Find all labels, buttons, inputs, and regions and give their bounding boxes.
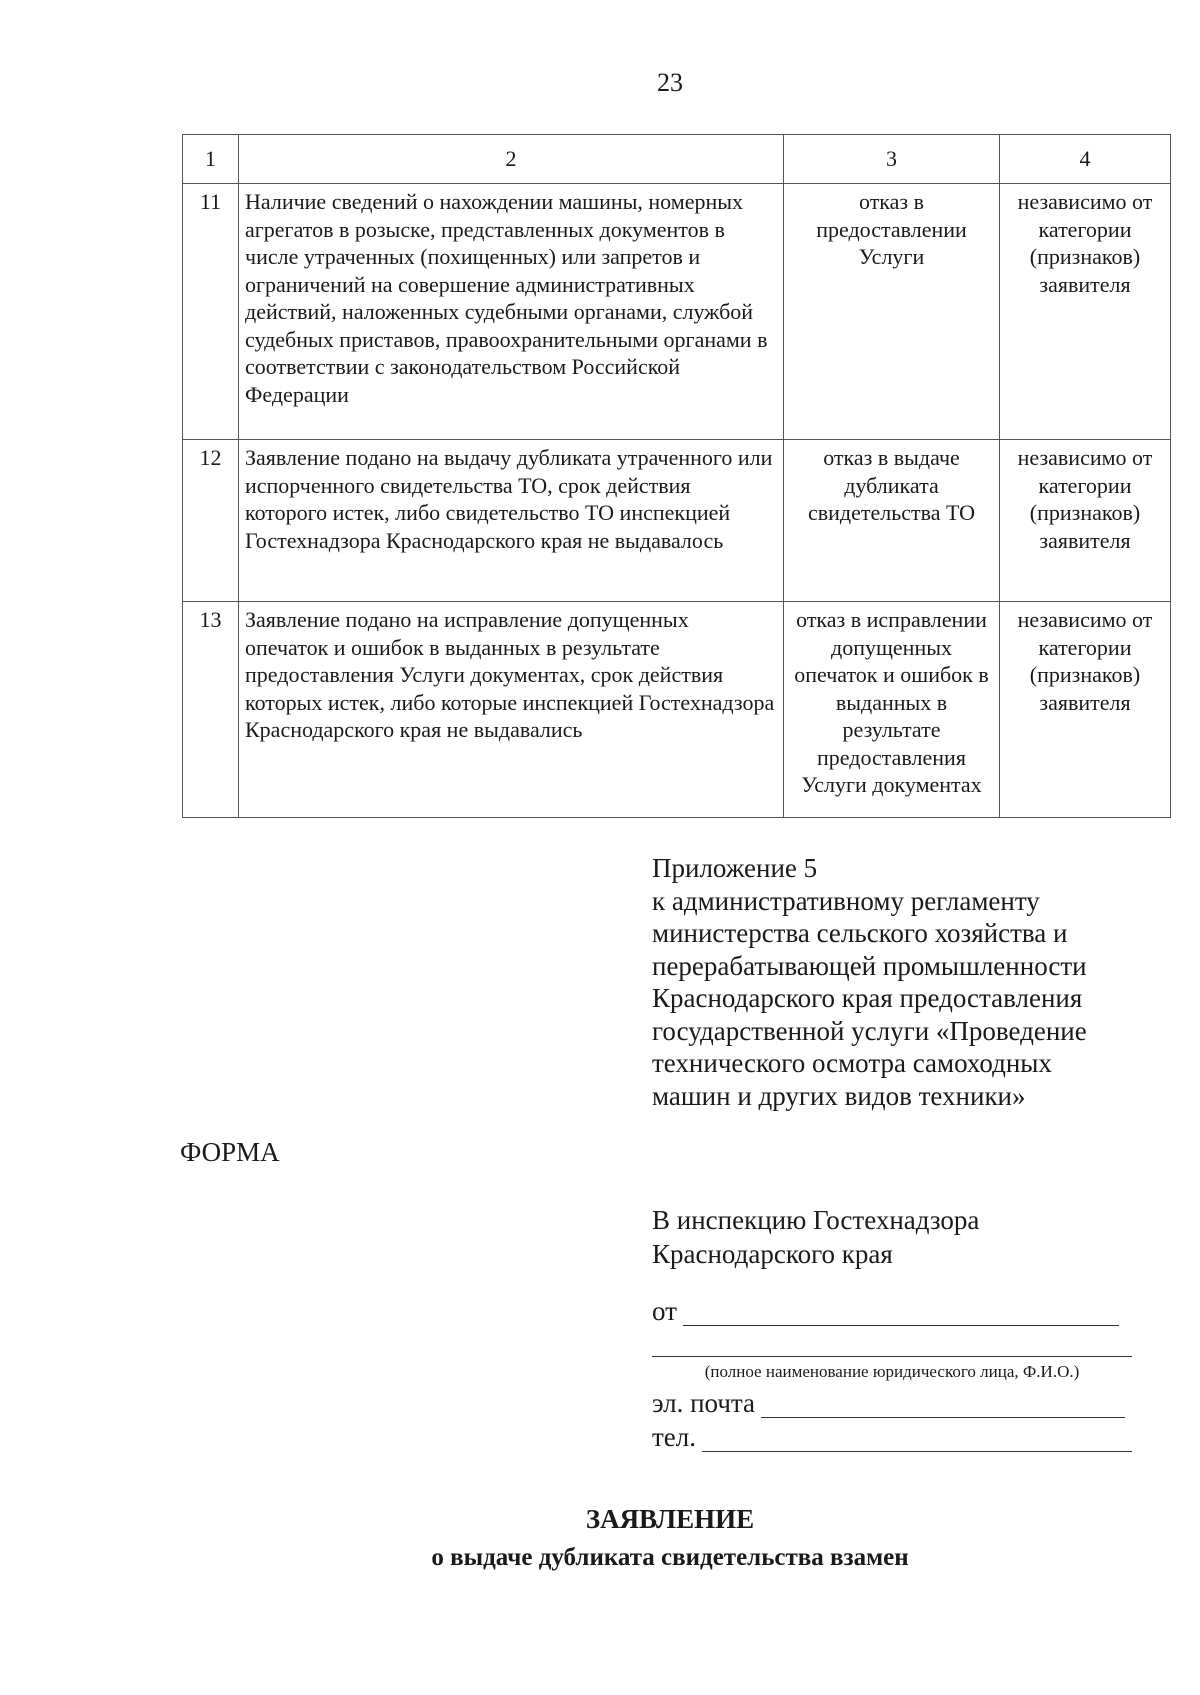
row-description: Наличие сведений о нахождении машины, номерных агрегатов в розыске, представленных документов в числе утраченных (похищенных) или запретов и ограничений на совершение административных действий, наложенных судебными органами, службой судебных приставов, правоохранительными органами в соответствии с законодательством Российской Федерации xyxy=(239,184,784,440)
from-field[interactable] xyxy=(652,1296,1119,1326)
row-description: Заявление подано на выдачу дубликата утраченного или испорченного свидетельства ТО, срок действия которого истек, либо свидетельство ТО инспекцией Гостехнадзора Краснодарского края не выдавалось xyxy=(239,440,784,602)
column-header: 3 xyxy=(784,135,1000,184)
table-row xyxy=(183,440,1171,602)
column-header: 1 xyxy=(183,135,239,184)
row-description: Заявление подано на исправление допущенных опечаток и ошибок в выданных в результате предоставления Услуги документах, срок действия которых истек, либо которые инспекцией Гостехнадзора Краснодарского края не выдавались xyxy=(239,602,784,818)
page-number: 23 xyxy=(657,68,683,97)
table-header-row xyxy=(183,135,1171,184)
row-number: 13 xyxy=(183,602,239,818)
recipient-block xyxy=(652,1203,979,1271)
recipient-line: Краснодарского края xyxy=(652,1239,893,1269)
table-row xyxy=(183,602,1171,818)
appendix-line: министерства сельского хозяйства и xyxy=(652,918,1068,948)
appendix-line: Приложение 5 xyxy=(652,853,818,883)
appendix-line: перерабатывающей промышленности xyxy=(652,950,1087,981)
phone-input-line[interactable] xyxy=(702,1425,1132,1452)
column-header: 2 xyxy=(239,135,784,184)
row-result: отказ в исправлении допущенных опечаток и ошибок в выданных в результате предоставления Услуги документах xyxy=(784,602,1000,818)
row-applicability: независимо от категории (признаков) заявителя xyxy=(1000,440,1171,602)
row-result: отказ в выдаче дубликата свидетельства ТО xyxy=(784,440,1000,602)
row-result: отказ в предоставлении Услуги xyxy=(784,184,1000,440)
name-hint: (полное наименование юридического лица, Ф.И.О.) xyxy=(704,1362,1080,1381)
appendix-line: к административному регламенту xyxy=(652,885,1040,916)
phone-field[interactable] xyxy=(652,1422,1132,1452)
form-label: ФОРМА xyxy=(180,1137,280,1167)
refusal-grounds-table xyxy=(182,134,1171,818)
appendix-line: технического осмотра самоходных xyxy=(652,1048,1052,1078)
appendix-line: Краснодарского края предоставления xyxy=(652,983,1083,1013)
from-input-line[interactable] xyxy=(683,1299,1119,1326)
from-input-line-2[interactable] xyxy=(652,1356,1132,1357)
table-row xyxy=(183,184,1171,440)
from-label: от xyxy=(652,1296,677,1326)
appendix-line: государственной услуги «Проведение xyxy=(652,1015,1087,1046)
appendix-header xyxy=(652,852,1172,1112)
email-label: эл. почта xyxy=(652,1388,756,1418)
row-number: 11 xyxy=(183,184,239,440)
phone-label: тел. xyxy=(652,1422,697,1452)
column-header: 4 xyxy=(1000,135,1171,184)
statement-subtitle: о выдаче дубликата свидетельства взамен xyxy=(431,1544,909,1571)
appendix-line: машин и других видов техники» xyxy=(652,1080,1026,1111)
statement-title: ЗАЯВЛЕНИЕ xyxy=(585,1504,755,1534)
row-applicability: независимо от категории (признаков) заявителя xyxy=(1000,602,1171,818)
email-field[interactable] xyxy=(652,1388,1125,1418)
row-number: 12 xyxy=(183,440,239,602)
email-input-line[interactable] xyxy=(761,1391,1125,1418)
recipient-line: В инспекцию Гостехнадзора xyxy=(652,1205,980,1235)
row-applicability: независимо от категории (признаков) заявителя xyxy=(1000,184,1171,440)
